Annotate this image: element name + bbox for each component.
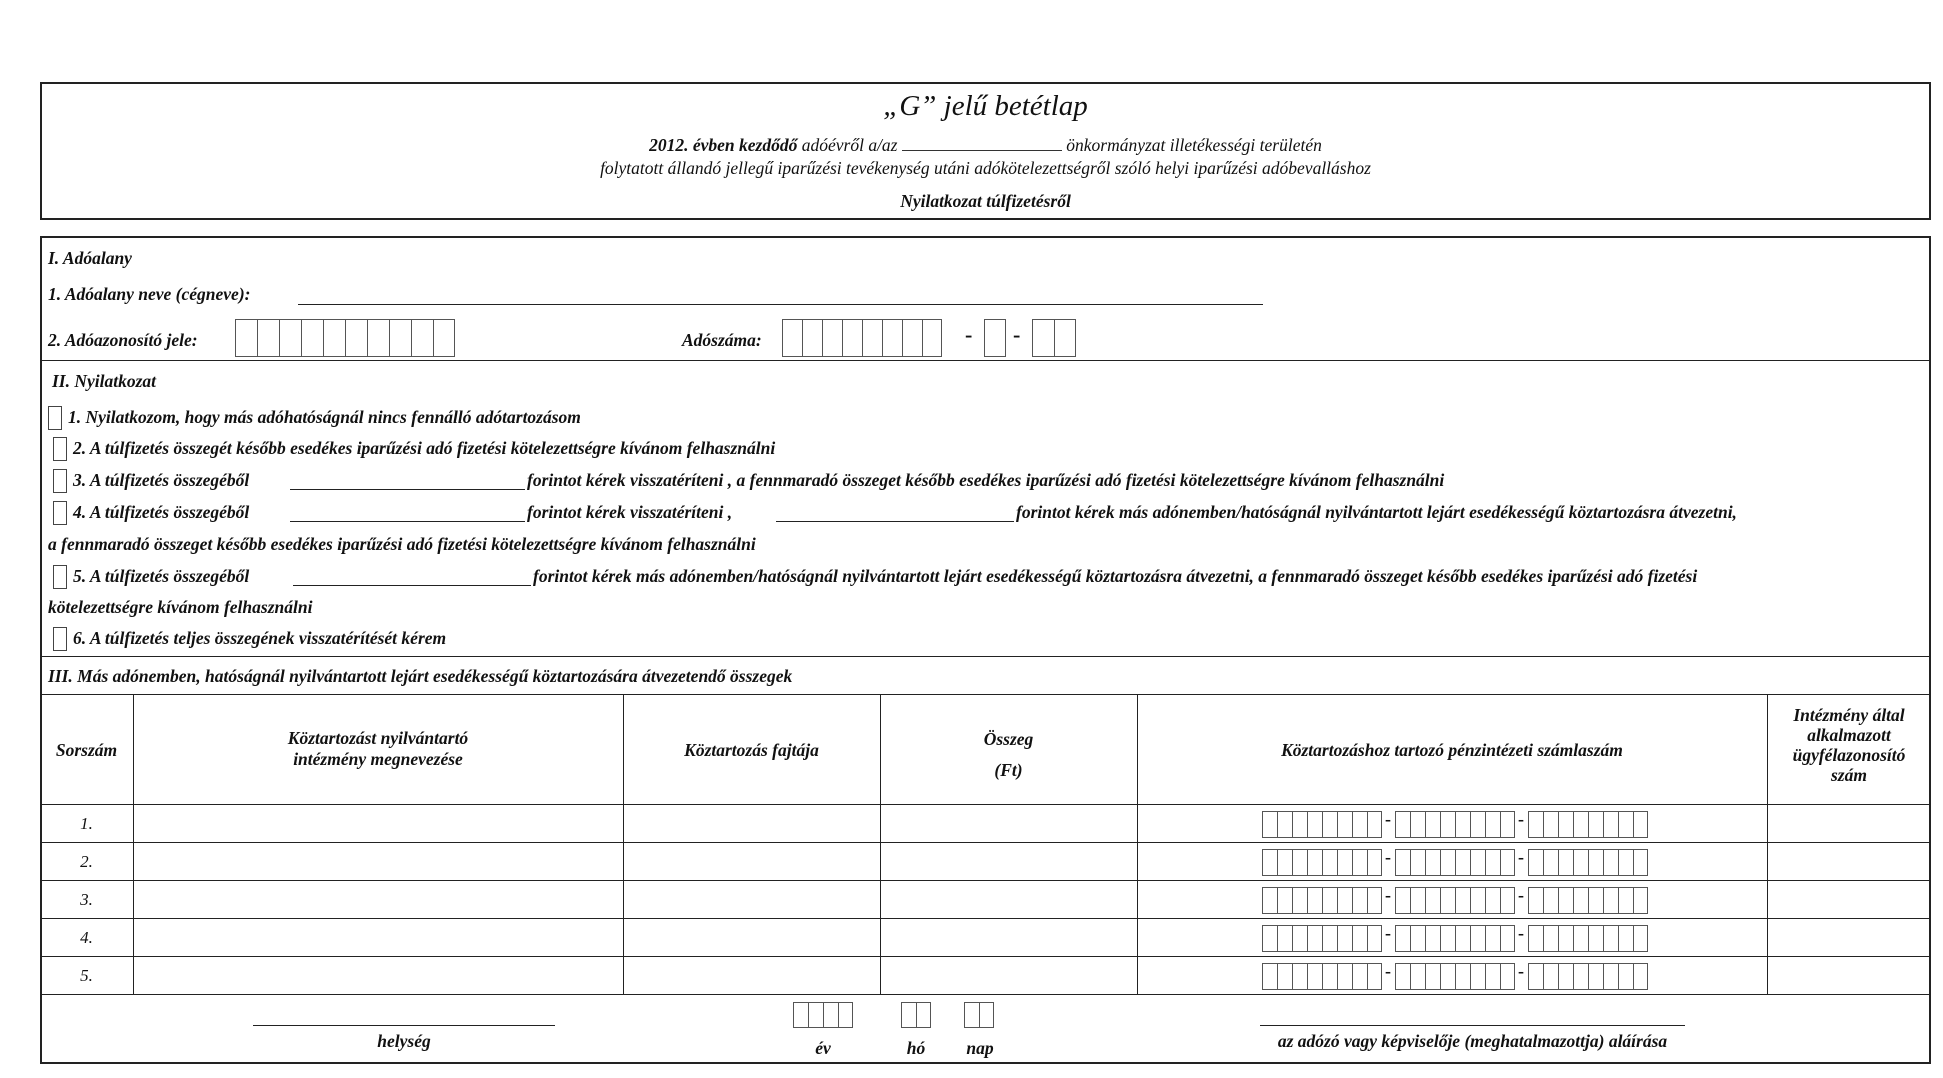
account-digit-box[interactable] [1425,887,1440,914]
tax-id-label: 2. Adóazonosító jele: [48,330,198,350]
statement-item-4c: forintot kérek más adónemben/hatóságnál nyilvántartott lejárt esedékességű köztartozásra átvezetni, [1016,502,1737,522]
account-digit-box[interactable] [1603,963,1618,990]
month-boxes[interactable] [901,1002,931,1028]
checkbox-item-3[interactable] [53,469,67,493]
table-row-line-3 [40,918,1931,919]
header-line-1 [40,135,1931,156]
col-header-client-id-l4: szám [1831,765,1867,785]
page-title: „G” jelű betétlap [883,90,1088,122]
tax-id-box[interactable] [279,319,301,357]
account-digit-box[interactable] [1470,925,1485,952]
col-header-institution-l2: intézmény megnevezése [293,749,463,769]
statement-item-5c: kötelezettségre kívánom felhasználni [48,597,313,617]
account-digit-box[interactable] [1603,887,1618,914]
table-header-bottom [40,804,1931,805]
col-header-amount-l2: (Ft) [994,760,1023,780]
year-box[interactable] [793,1002,808,1028]
checkbox-item-1[interactable] [48,406,62,430]
account-digit-box[interactable] [1618,963,1633,990]
statement-item-5b: forintot kérek más adónemben/hatóságnál nyilvántartott lejárt esedékességű köztartozásra átvezetni, a fennmaradó összeget később esedékes iparűzési adó fizetési [533,566,1698,586]
item4-amount-line-1[interactable] [290,521,525,522]
account-digit-box[interactable] [1528,963,1543,990]
account-digit-box[interactable] [1603,925,1618,952]
account-digit-box[interactable] [1262,849,1277,876]
account-digit-box[interactable] [1292,887,1307,914]
account-digit-box[interactable] [1277,849,1292,876]
col-header-account: Köztartozáshoz tartozó pénzintézeti számlaszám [1281,740,1623,760]
account-digit-box[interactable] [1485,849,1500,876]
account-dash: - [1518,885,1524,905]
account-digit-box[interactable] [1352,925,1367,952]
account-dash: - [1518,809,1524,829]
account-digit-box[interactable] [1395,849,1410,876]
year-label: év [815,1038,831,1058]
tax-number-box[interactable] [922,319,942,357]
account-dash: - [1385,923,1391,943]
col-header-amount-l1: Összeg [983,729,1034,749]
name-input-line[interactable] [298,304,1263,305]
col-header-client-id [1767,705,1931,785]
item3-amount-line[interactable] [290,489,525,490]
statement-item-5a: 5. A túlfizetés összegéből [73,566,250,586]
day-boxes[interactable] [964,1002,994,1028]
tax-number-box[interactable] [984,319,1006,357]
account-digit-box[interactable] [1367,963,1382,990]
account-digit-box[interactable] [1558,811,1573,838]
account-digit-box[interactable] [1543,925,1558,952]
account-digit-box[interactable] [1455,849,1470,876]
account-digit-box[interactable] [1322,925,1337,952]
signature-label: az adózó vagy képviselője (meghatalmazottja) aláírása [1277,1031,1668,1051]
tax-number-box[interactable] [902,319,922,357]
header-line1-end: önkormányzat illetékességi területén [1066,135,1322,155]
account-digit-box[interactable] [1500,925,1515,952]
tax-id-box[interactable] [411,319,433,357]
account-digit-box[interactable] [1277,887,1292,914]
divider-section2 [40,360,1931,361]
row-number: 4. [80,928,93,947]
account-dash: - [1518,847,1524,867]
row-number: 5. [80,966,93,985]
account-digit-box[interactable] [1322,963,1337,990]
account-digit-box[interactable] [1573,963,1588,990]
col-header-client-id-l1: Intézmény által [1793,705,1905,725]
checkbox-item-6[interactable] [53,627,67,651]
account-digit-box[interactable] [1543,963,1558,990]
tax-number-box[interactable] [802,319,822,357]
account-digit-box[interactable] [1440,887,1455,914]
account-digit-box[interactable] [1588,887,1603,914]
account-digit-box[interactable] [1603,811,1618,838]
account-digit-box[interactable] [1410,963,1425,990]
tax-id-box[interactable] [433,319,455,357]
account-digit-box[interactable] [1618,887,1633,914]
header-year-rest: adóévről a/az [801,135,898,155]
account-digit-box[interactable] [1277,963,1292,990]
divider-section3 [40,656,1931,657]
tax-number-boxes-end[interactable] [1032,319,1076,357]
account-digit-box[interactable] [1262,925,1277,952]
tax-number-box[interactable] [822,319,842,357]
year-box[interactable] [823,1002,838,1028]
header-year-text: 2012. évben kezdődő [649,135,798,155]
tax-id-box[interactable] [389,319,411,357]
tax-id-box[interactable] [301,319,323,357]
account-box-group[interactable] [1395,849,1515,876]
tax-number-box[interactable] [882,319,902,357]
tax-number-dash-1: - [965,322,973,347]
account-box-group[interactable] [1262,963,1382,990]
tax-id-box[interactable] [345,319,367,357]
col-header-amount [880,724,1137,786]
account-digit-box[interactable] [1558,849,1573,876]
account-digit-box[interactable] [1500,811,1515,838]
account-digit-box[interactable] [1307,887,1322,914]
account-digit-box[interactable] [1588,925,1603,952]
account-digit-box[interactable] [1277,811,1292,838]
tax-number-label: Adószáma: [682,330,762,350]
account-digit-box[interactable] [1410,849,1425,876]
account-digit-box[interactable] [1633,925,1648,952]
account-box-group[interactable] [1528,925,1648,952]
account-digit-box[interactable] [1633,887,1648,914]
section1-heading: I. Adóalany [48,248,132,268]
account-digit-box[interactable] [1277,925,1292,952]
municipality-blank[interactable] [902,136,1062,151]
col-header-client-id-l2: alkalmazott [1807,725,1891,745]
account-digit-box[interactable] [1528,849,1543,876]
item5-amount-line[interactable] [293,585,531,586]
account-digit-box[interactable] [1455,811,1470,838]
account-digit-box[interactable] [1367,811,1382,838]
tax-id-box[interactable] [367,319,389,357]
account-digit-box[interactable] [1307,811,1322,838]
account-digit-box[interactable] [1352,849,1367,876]
col-header-client-id-l3: ügyfélazonosító [1792,745,1906,765]
col-header-institution [133,728,623,770]
account-box-group[interactable] [1528,811,1648,838]
account-digit-box[interactable] [1588,963,1603,990]
account-dash: - [1385,961,1391,981]
account-digit-box[interactable] [1322,811,1337,838]
col-header-number: Sorszám [55,740,118,760]
account-digit-box[interactable] [1558,925,1573,952]
account-digit-box[interactable] [1618,811,1633,838]
account-digit-box[interactable] [1588,849,1603,876]
day-label: nap [966,1038,994,1058]
account-digit-box[interactable] [1425,811,1440,838]
account-digit-box[interactable] [1307,925,1322,952]
account-digit-box[interactable] [1618,925,1633,952]
account-box-group[interactable] [1262,811,1382,838]
account-digit-box[interactable] [1440,963,1455,990]
account-box-group[interactable] [1395,811,1515,838]
account-box-group[interactable] [1528,849,1648,876]
account-digit-box[interactable] [1292,811,1307,838]
table-bottom-line [40,994,1931,995]
place-label: helység [377,1031,431,1051]
account-digit-box[interactable] [1573,849,1588,876]
account-digit-box[interactable] [1410,887,1425,914]
checkbox-item-2[interactable] [53,437,67,461]
tax-number-box[interactable] [1054,319,1076,357]
col-header-institution-l1: Köztartozást nyilvántartó [287,728,469,748]
statement-item-2: 2. A túlfizetés összegét később esedékes iparűzési adó fizetési kötelezettségre kívánom felhasználni [73,438,776,458]
account-box-group[interactable] [1528,887,1648,914]
checkbox-item-5[interactable] [53,565,67,589]
account-digit-box[interactable] [1633,811,1648,838]
account-dash: - [1518,961,1524,981]
account-box-group[interactable] [1528,963,1648,990]
account-digit-box[interactable] [1352,887,1367,914]
account-digit-box[interactable] [1395,887,1410,914]
account-digit-box[interactable] [1367,887,1382,914]
account-digit-box[interactable] [1425,849,1440,876]
table-top-line [40,694,1931,695]
account-digit-box[interactable] [1440,811,1455,838]
section2-heading: II. Nyilatkozat [52,371,157,391]
account-digit-box[interactable] [1543,849,1558,876]
account-digit-box[interactable] [1337,925,1352,952]
account-digit-box[interactable] [1528,811,1543,838]
account-digit-box[interactable] [1395,963,1410,990]
table-row-line-1 [40,842,1931,843]
tax-number-boxes-main[interactable] [782,319,942,357]
account-dash: - [1385,885,1391,905]
account-digit-box[interactable] [1337,887,1352,914]
account-digit-box[interactable] [1485,887,1500,914]
tax-id-boxes[interactable] [235,319,455,357]
statement-item-3a: 3. A túlfizetés összegéből [73,470,250,490]
account-digit-box[interactable] [1470,849,1485,876]
col-header-debt-type: Köztartozás fajtája [684,740,819,760]
account-digit-box[interactable] [1307,963,1322,990]
account-digit-box[interactable] [1292,925,1307,952]
account-digit-box[interactable] [1543,811,1558,838]
tax-id-box[interactable] [323,319,345,357]
account-digit-box[interactable] [1410,925,1425,952]
tax-number-box[interactable] [1032,319,1054,357]
account-digit-box[interactable] [1292,849,1307,876]
account-digit-box[interactable] [1470,887,1485,914]
account-digit-box[interactable] [1337,963,1352,990]
header-subtitle: Nyilatkozat túlfizetésről [900,191,1071,211]
section3-heading: III. Más adónemben, hatóságnál nyilvántartott lejárt esedékességű köztartozására átvezetendő összegek [48,666,793,686]
account-digit-box[interactable] [1500,849,1515,876]
place-line[interactable] [253,1025,555,1026]
year-box[interactable] [808,1002,823,1028]
account-digit-box[interactable] [1528,887,1543,914]
account-box-group[interactable] [1395,925,1515,952]
statement-item-6: 6. A túlfizetés teljes összegének visszatérítését kérem [73,628,447,648]
account-digit-box[interactable] [1500,963,1515,990]
account-digit-box[interactable] [1633,849,1648,876]
account-digit-box[interactable] [1262,887,1277,914]
account-digit-box[interactable] [1367,849,1382,876]
account-digit-box[interactable] [1485,925,1500,952]
row-number: 2. [80,852,93,871]
statement-item-4a: 4. A túlfizetés összegéből [73,502,250,522]
account-digit-box[interactable] [1455,925,1470,952]
account-box-group[interactable] [1395,887,1515,914]
statement-item-1: 1. Nyilatkozom, hogy más adóhatóságnál nincs fennálló adótartozásom [68,407,581,427]
header-line-2: folytatott állandó jellegű iparűzési tevékenység utáni adókötelezettségről szóló helyi iparűzési adóbevalláshoz [600,158,1371,178]
account-dash: - [1385,847,1391,867]
account-digit-box[interactable] [1292,963,1307,990]
col-line-2 [623,694,624,994]
tax-id-box[interactable] [235,319,257,357]
col-line-4 [1137,694,1138,994]
account-digit-box[interactable] [1425,925,1440,952]
row-number: 3. [80,890,93,909]
account-dash: - [1385,809,1391,829]
account-digit-box[interactable] [1470,811,1485,838]
account-dash: - [1518,923,1524,943]
account-digit-box[interactable] [1395,925,1410,952]
account-digit-box[interactable] [1425,963,1440,990]
account-digit-box[interactable] [1485,811,1500,838]
account-digit-box[interactable] [1633,963,1648,990]
table-row-line-2 [40,880,1931,881]
account-digit-box[interactable] [1603,849,1618,876]
tax-number-box[interactable] [782,319,802,357]
statement-item-4b: forintot kérek visszatéríteni , [527,502,733,522]
row-number: 1. [80,814,93,833]
item4-amount-line-2[interactable] [776,521,1014,522]
account-digit-box[interactable] [1395,811,1410,838]
month-label: hó [906,1038,926,1058]
account-digit-box[interactable] [1573,887,1588,914]
account-digit-box[interactable] [1352,811,1367,838]
year-box[interactable] [838,1002,853,1028]
table-row-line-4 [40,956,1931,957]
tax-number-dash-2: - [1013,322,1021,347]
account-digit-box[interactable] [1588,811,1603,838]
statement-item-3b: forintot kérek visszatéríteni , a fennmaradó összeget később esedékes iparűzési adó fizetési kötelezettségre kívánom felhasználni [527,470,1445,490]
tax-number-box[interactable] [842,319,862,357]
account-digit-box[interactable] [1485,963,1500,990]
account-digit-box[interactable] [1440,925,1455,952]
account-box-group[interactable] [1262,925,1382,952]
checkbox-item-4[interactable] [53,501,67,525]
day-box[interactable] [979,1002,994,1028]
account-digit-box[interactable] [1367,925,1382,952]
tax-number-box[interactable] [862,319,882,357]
account-digit-box[interactable] [1500,887,1515,914]
month-box[interactable] [916,1002,931,1028]
month-box[interactable] [901,1002,916,1028]
account-digit-box[interactable] [1558,963,1573,990]
account-box-group[interactable] [1395,963,1515,990]
account-digit-box[interactable] [1573,811,1588,838]
account-digit-box[interactable] [1455,887,1470,914]
account-digit-box[interactable] [1618,849,1633,876]
tax-id-box[interactable] [257,319,279,357]
account-digit-box[interactable] [1455,963,1470,990]
name-label: 1. Adóalany neve (cégneve): [48,284,251,304]
account-digit-box[interactable] [1558,887,1573,914]
account-box-group[interactable] [1262,887,1382,914]
account-digit-box[interactable] [1337,811,1352,838]
account-digit-box[interactable] [1410,811,1425,838]
signature-line[interactable] [1260,1025,1685,1026]
day-box[interactable] [964,1002,979,1028]
account-digit-box[interactable] [1262,963,1277,990]
statement-item-4d: a fennmaradó összeget később esedékes iparűzési adó fizetési kötelezettségre kívánom felhasználni [48,534,756,554]
account-digit-box[interactable] [1322,887,1337,914]
account-digit-box[interactable] [1470,963,1485,990]
account-digit-box[interactable] [1337,849,1352,876]
account-box-group[interactable] [1262,849,1382,876]
account-digit-box[interactable] [1543,887,1558,914]
tax-number-boxes-mid[interactable] [984,319,1006,357]
account-digit-box[interactable] [1440,849,1455,876]
account-digit-box[interactable] [1262,811,1277,838]
year-boxes[interactable] [793,1002,853,1028]
account-digit-box[interactable] [1573,925,1588,952]
account-digit-box[interactable] [1322,849,1337,876]
account-digit-box[interactable] [1307,849,1322,876]
account-digit-box[interactable] [1528,925,1543,952]
account-digit-box[interactable] [1352,963,1367,990]
